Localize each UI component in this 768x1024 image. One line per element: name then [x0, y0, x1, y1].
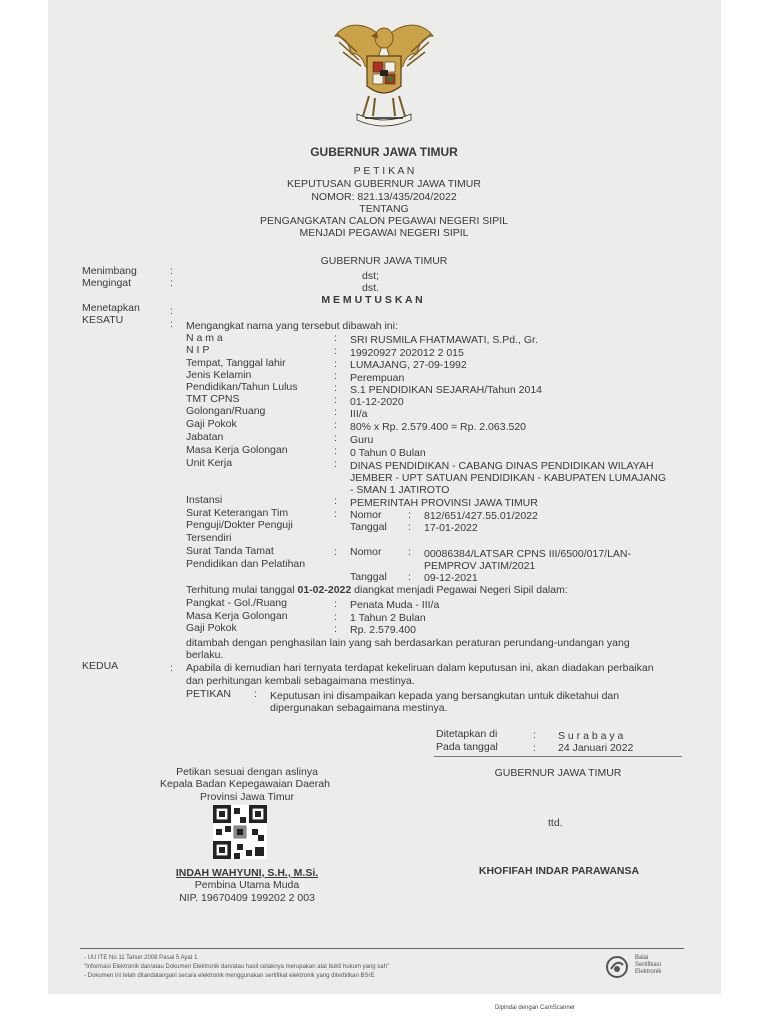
stt-nomor-label: Nomor [350, 546, 382, 558]
field-label-jabatan: Jabatan [186, 431, 224, 443]
mengingat-label: Mengingat [82, 277, 132, 289]
field-value-golongan: III/a [350, 408, 368, 420]
footer-line-2: "Informasi Elektronik dan/atau Dokumen Elektronik dan/atau hasil cetaknya merupakan alat bukti hukum yang sah" [84, 964, 390, 970]
unit-kerja-line-1: DINAS PENDIDIKAN - CABANG DINAS PENDIDIKAN WILAYAH [350, 460, 654, 472]
field-colon: : [408, 509, 411, 521]
ditetapkan-value: S u r a b a y a [558, 730, 624, 742]
stt-label-2: Pendidikan dan Pelatihan [186, 558, 306, 570]
mengingat-colon: : [170, 277, 173, 289]
field-label-instansi: Instansi [186, 494, 223, 506]
masa-kerja-2-label: Masa Kerja Golongan [186, 610, 288, 622]
field-value-pendidikan: S.1 PENDIDIKAN SEJARAH/Tahun 2014 [350, 384, 543, 396]
pangkat-label: Pangkat - Gol./Ruang [186, 597, 287, 609]
sket-label-1: Surat Keterangan Tim [186, 507, 289, 519]
terhitung-post: diangkat menjadi Pegawai Negeri Sipil dalam: [354, 584, 568, 596]
kedua-line-2: dan perhitungan kembali sebagaimana mestinya. [186, 675, 415, 687]
field-label-golongan: Golongan/Ruang [186, 405, 266, 417]
stt-nomor-2: PEMPROV JATIM/2021 [424, 560, 536, 572]
pada-tanggal-colon: : [533, 742, 536, 754]
right-signer-name: KHOFIFAH INDAR PARAWANSA [478, 865, 640, 877]
left-sign-line-3: Provinsi Jawa Timur [200, 791, 294, 803]
menimbang-label: Menimbang [82, 265, 137, 277]
field-label-masa-kerja: Masa Kerja Golongan [186, 444, 288, 456]
kedua-label: KEDUA [82, 660, 119, 672]
field-value-tmt-cpns: 01-12-2020 [350, 396, 404, 408]
field-colon: : [334, 623, 337, 635]
garuda-emblem-icon [329, 12, 439, 132]
header-petikan: P E T I K A N [353, 165, 415, 177]
sket-label-3: Tersendiri [186, 532, 232, 544]
masa-kerja-2-value: 1 Tahun 2 Bulan [350, 612, 426, 624]
field-label-nip: N I P [186, 344, 210, 356]
field-label-tmt-cpns: TMT CPNS [186, 393, 240, 405]
field-label-pendidikan: Pendidikan/Tahun Lulus [186, 381, 298, 393]
sket-tanggal-label: Tanggal [350, 521, 387, 533]
left-signer-name: INDAH WAHYUNI, S.H., M.Si. [175, 867, 319, 879]
field-colon: : [334, 345, 337, 357]
field-colon: : [334, 546, 337, 558]
left-sign-line-2: Kepala Badan Kepegawaian Daerah [160, 778, 330, 790]
left-sign-line-1: Petikan sesuai dengan aslinya [176, 766, 318, 778]
pada-tanggal-label: Pada tanggal [436, 741, 498, 753]
header-keputusan: KEPUTUSAN GUBERNUR JAWA TIMUR [287, 178, 481, 190]
field-label-nama: N a m a [186, 332, 223, 344]
header-title: GUBERNUR JAWA TIMUR [310, 145, 458, 159]
camscanner-watermark: Dipindai dengan CamScanner [495, 1005, 576, 1011]
pada-tanggal-value: 24 Januari 2022 [558, 742, 634, 754]
right-sign-title: GUBERNUR JAWA TIMUR [494, 767, 622, 779]
field-label-ttl: Tempat, Tanggal lahir [186, 357, 286, 369]
qr-code-icon [213, 805, 267, 859]
field-colon: : [334, 382, 337, 394]
ditetapkan-colon: : [533, 729, 536, 741]
field-colon: : [334, 370, 337, 382]
bsre-logo-icon [603, 955, 631, 979]
field-colon: : [334, 432, 337, 444]
unit-kerja-line-2: JEMBER - UPT SATUAN PENDIDIKAN - KABUPATEN LUMAJANG [350, 472, 667, 484]
petikan-colon: : [254, 688, 257, 700]
footer-divider [80, 948, 684, 949]
left-signer-rank: Pembina Utama Muda [194, 879, 300, 891]
bsre-line-1: Balai [635, 955, 649, 961]
field-value-ttl: LUMAJANG, 27-09-1992 [350, 359, 467, 371]
field-colon: : [334, 508, 337, 520]
sket-nomor: 812/651/427.55.01/2022 [424, 510, 538, 522]
field-value-masa-kerja: 0 Tahun 0 Bulan [350, 447, 426, 459]
field-value-nama: SRI RUSMILA FHATMAWATI, S.Pd., Gr. [350, 334, 538, 346]
header-subject-1: PENGANGKATAN CALON PEGAWAI NEGERI SIPIL [260, 215, 508, 227]
right-sign-ttd: ttd. [548, 817, 563, 829]
kesatu-colon: : [170, 318, 173, 330]
sket-nomor-label: Nomor [350, 509, 382, 521]
mengingat-value: dst. [362, 282, 379, 294]
kesatu-label: KESATU [82, 314, 124, 326]
field-colon: : [334, 358, 337, 370]
stt-label-1: Surat Tanda Tamat [186, 545, 274, 557]
field-colon: : [334, 598, 337, 610]
field-value-jenis-kelamin: Perempuan [350, 372, 405, 384]
stt-tanggal-label: Tanggal [350, 571, 387, 583]
field-colon: : [334, 495, 337, 507]
bsre-line-2: Sertifikasi [635, 962, 662, 968]
field-colon: : [334, 332, 337, 344]
field-value-instansi: PEMERINTAH PROVINSI JAWA TIMUR [350, 497, 538, 509]
kedua-line-1: Apabila di kemudian hari ternyata terdapat kekeliruan dalam keputusan ini, akan diadakan perbaikan [186, 662, 654, 674]
header-tentang: TENTANG [359, 203, 409, 215]
field-value-gaji-pokok: 80% x Rp. 2.579.400 = Rp. 2.063.520 [350, 421, 527, 433]
field-colon: : [334, 419, 337, 431]
field-colon: : [334, 394, 337, 406]
gaji-pokok-2-label: Gaji Pokok [186, 622, 237, 634]
sket-label-2: Penguji/Dokter Penguji [186, 519, 293, 531]
field-label-jenis-kelamin: Jenis Kelamin [186, 369, 252, 381]
menetapkan-colon: : [170, 305, 173, 317]
pangkat-value: Penata Muda - III/a [350, 599, 440, 611]
header-subject-2: MENJADI PEGAWAI NEGERI SIPIL [299, 227, 469, 239]
field-colon: : [408, 546, 411, 558]
sket-tanggal: 17-01-2022 [424, 522, 478, 534]
menimbang-colon: : [170, 265, 173, 277]
footer-line-1: - UU ITE No 11 Tahun 2008 Pasal 5 Ayat 1 [84, 955, 198, 961]
field-colon: : [334, 406, 337, 418]
ditambah-line-1: ditambah dengan penghasilan lain yang sah berdasarkan peraturan perundang-undangan yang [186, 637, 630, 649]
header-title-2: GUBERNUR JAWA TIMUR [320, 255, 448, 267]
field-value-jabatan: Guru [350, 434, 374, 446]
kesatu-intro: Mengangkat nama yang tersebut dibawah ini: [186, 320, 398, 332]
menetapkan-label: Menetapkan [82, 302, 140, 314]
ditetapkan-label: Ditetapkan di [436, 728, 498, 740]
petikan-line-2: dipergunakan sebagaimana mestinya. [270, 702, 448, 714]
divider-line [434, 756, 682, 757]
field-value-nip: 19920927 202012 2 015 [350, 347, 464, 359]
field-colon: : [334, 458, 337, 470]
field-colon: : [334, 445, 337, 457]
field-colon: : [408, 571, 411, 583]
bsre-line-3: Elektronik [635, 969, 662, 975]
menimbang-value: dst; [362, 270, 379, 282]
unit-kerja-line-3: - SMAN 1 JATIROTO [350, 484, 450, 496]
petikan-line-1: Keputusan ini disampaikan kepada yang bersangkutan untuk diketahui dan [270, 690, 620, 702]
stt-nomor-1: 00086384/LATSAR CPNS III/6500/017/LAN- [424, 548, 632, 560]
left-signer-nip: NIP. 19670409 199202 2 003 [179, 892, 315, 904]
petikan-label: PETIKAN [186, 688, 231, 700]
gaji-pokok-2-value: Rp. 2.579.400 [350, 624, 416, 636]
field-label-unit-kerja: Unit Kerja [186, 457, 233, 469]
terhitung-line [186, 584, 568, 596]
terhitung-date: 01-02-2022 [297, 584, 352, 596]
memutuskan-heading: M E M U T U S K A N [321, 294, 423, 306]
ditambah-line-2: berlaku. [186, 649, 224, 661]
header-nomor: NOMOR: 821.13/435/204/2022 [311, 191, 457, 203]
stt-tanggal: 09-12-2021 [424, 572, 478, 584]
footer-line-3: - Dokumen ini telah ditandatangani secara elektronik menggunakan sertifikat elektronik yang diterbitkan BSrE [84, 973, 375, 979]
kedua-colon: : [170, 662, 173, 674]
field-colon: : [334, 611, 337, 623]
field-label-gaji-pokok: Gaji Pokok [186, 418, 237, 430]
field-colon: : [408, 521, 411, 533]
terhitung-pre: Terhitung mulai tanggal [186, 584, 295, 596]
